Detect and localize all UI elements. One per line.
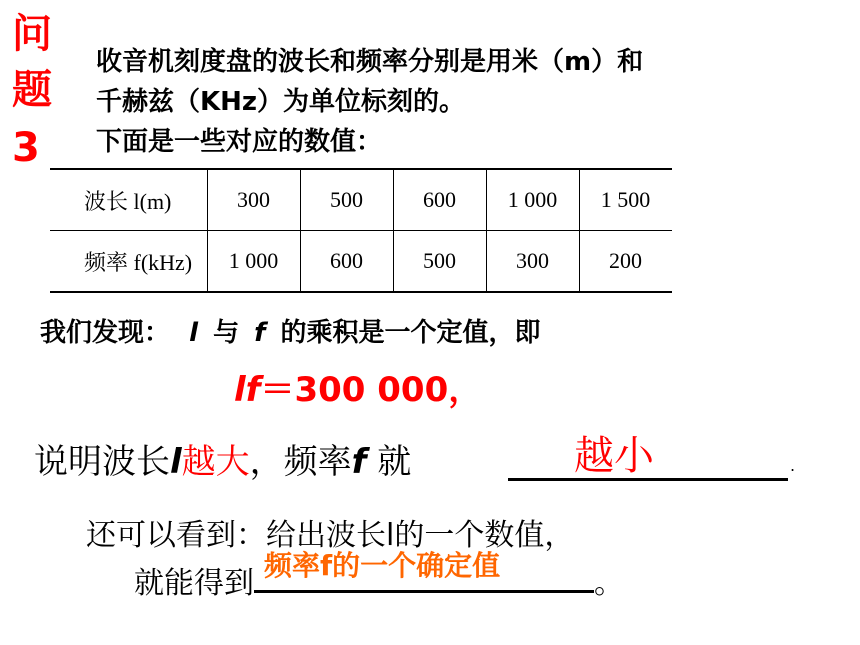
intro-line-2: 千赫兹（KHz）为单位标刻的。	[96, 87, 466, 117]
table-cell: 600	[393, 169, 486, 231]
table-row-header: 频率 f(kHz)	[50, 231, 207, 293]
observation-prefix: 我们发现：	[40, 318, 171, 348]
table-cell: 1 500	[579, 169, 672, 231]
conclusion-tail: 就	[366, 442, 412, 482]
conclusion-variable-f: f	[351, 442, 367, 482]
wavelength-frequency-table	[50, 168, 672, 293]
note-line-2-prefix: 就能得到	[134, 566, 254, 601]
table-row-wavelength	[50, 169, 672, 231]
intro-line-1: 收音机刻度盘的波长和频率分别是用米（m）和	[96, 47, 644, 77]
table-cell: 500	[300, 169, 393, 231]
equation-lf: lf	[234, 370, 261, 410]
observation-variable-f: f	[254, 318, 266, 348]
conclusion-dot: .	[790, 456, 796, 475]
table-cell: 300	[207, 169, 300, 231]
observation-line	[40, 312, 541, 349]
table-cell: 1 000	[486, 169, 579, 231]
note-line-2-suffix: 。	[594, 566, 624, 601]
table-cell: 600	[300, 231, 393, 293]
conclusion-prefix: 说明波长	[34, 442, 170, 482]
problem-label-char2: 题	[12, 67, 52, 113]
table-row-frequency	[50, 231, 672, 293]
note-line-1: 还可以看到：给出波长l的一个数值，	[86, 518, 575, 553]
observation-mid: 与	[213, 318, 240, 348]
problem-label-number: 3	[12, 125, 40, 171]
equation-value: ＝300 000，	[260, 370, 483, 410]
conclusion-variable-l: l	[170, 442, 182, 482]
note-line-2	[134, 549, 624, 602]
table-cell: 500	[393, 231, 486, 293]
observation-suffix: 的乘积是一个定值，即	[280, 318, 541, 348]
table-cell: 1 000	[207, 231, 300, 293]
table-cell: 200	[579, 231, 672, 293]
table-cell: 300	[486, 231, 579, 293]
equation	[234, 362, 482, 411]
problem-label-char1: 问	[12, 11, 52, 57]
conclusion-bigger: 越大	[181, 442, 250, 482]
note-answer-blank	[254, 549, 594, 593]
intro-line-3: 下面是一些对应的数值：	[96, 127, 383, 157]
conclusion-line	[34, 434, 411, 483]
conclusion-answer: 越小	[574, 433, 654, 479]
table-row-header: 波长 l(m)	[50, 169, 207, 231]
note-answer: 频率f的一个确定值	[264, 549, 501, 582]
observation-variable-l: l	[189, 318, 198, 348]
conclusion-mid: ，频率	[249, 442, 352, 482]
